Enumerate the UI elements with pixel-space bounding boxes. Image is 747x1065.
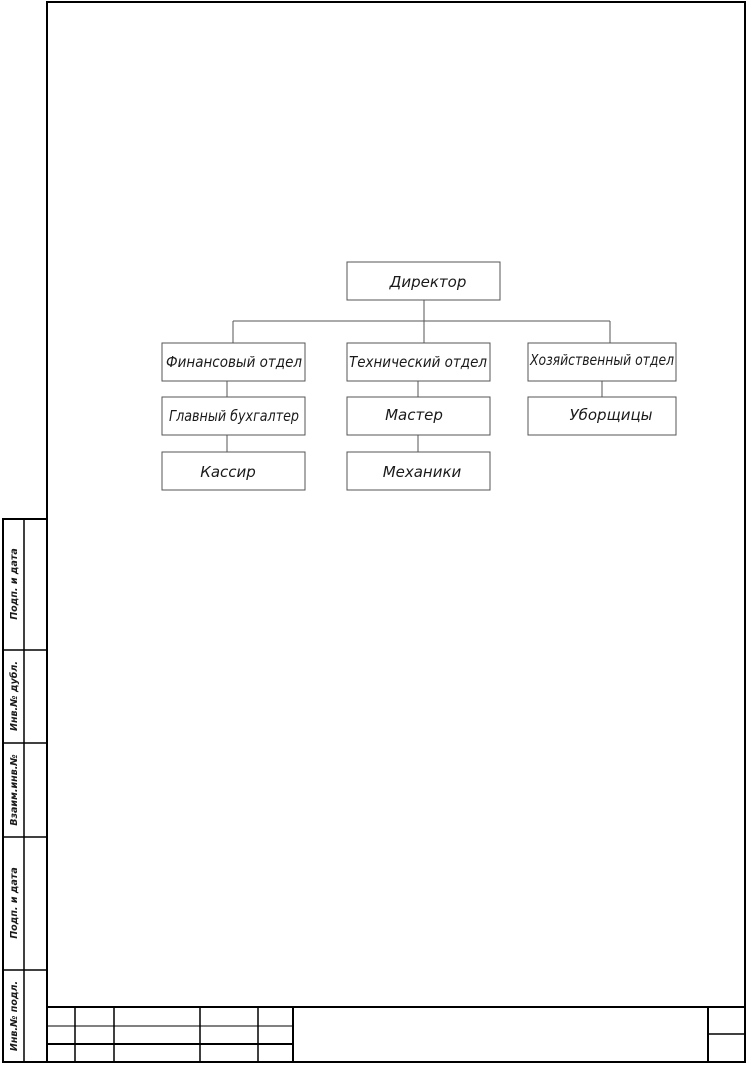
- node-master: [347, 397, 490, 435]
- node-cashier-label: Кассир: [200, 463, 256, 481]
- node-household-dept: [528, 343, 676, 381]
- node-mechanics-label: Механики: [382, 463, 462, 481]
- node-cashier: [162, 452, 305, 490]
- title-block: [47, 1007, 745, 1062]
- node-chief-accountant: [162, 397, 305, 435]
- sheet-frame: [47, 2, 745, 1062]
- side-label-mutual-inv: Взаим.инв.№: [9, 754, 20, 826]
- node-director-label: Директор: [389, 273, 467, 291]
- side-label-sign-date-2: Подп. и дата: [9, 867, 20, 939]
- side-stamp: [3, 519, 47, 1062]
- node-financial-dept-label: Финансовый отдел: [166, 353, 303, 371]
- node-director: [347, 262, 500, 300]
- node-chief-accountant-label: Главный бухгалтер: [169, 407, 299, 425]
- side-label-dup-inv: Инв.№ дубл.: [9, 661, 20, 731]
- node-master-label: Мастер: [385, 406, 443, 424]
- node-cleaners: [528, 397, 676, 435]
- node-household-dept-label: Хозяйственный отдел: [529, 351, 675, 369]
- node-financial-dept: [162, 343, 305, 381]
- node-mechanics: [347, 452, 490, 490]
- side-label-sign-date-1: Подп. и дата: [9, 548, 20, 620]
- node-technical-dept-label: Технический отдел: [349, 353, 488, 371]
- node-cleaners-label: Уборщицы: [569, 406, 653, 424]
- node-technical-dept: [347, 343, 490, 381]
- side-label-orig-inv: Инв.№ подл.: [9, 980, 20, 1052]
